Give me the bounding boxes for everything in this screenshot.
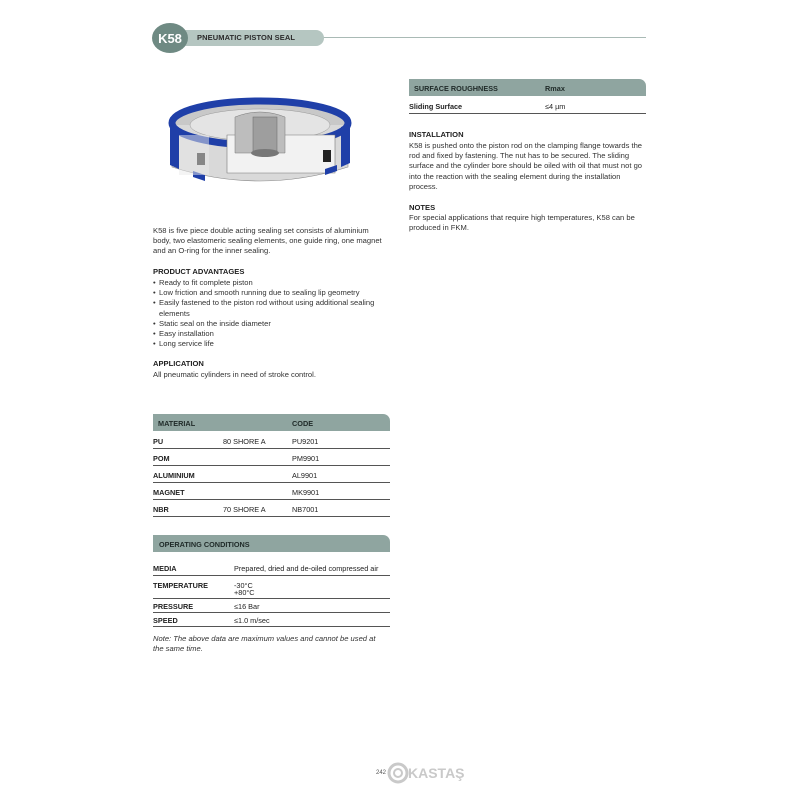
application-text: All pneumatic cylinders in need of stroke control. xyxy=(153,370,316,379)
table-cell: TEMPERATURE xyxy=(153,581,208,590)
table-cell: PU xyxy=(153,437,164,446)
table-row xyxy=(153,483,390,500)
list-item: • Easily fastened to the piston rod without using additional sealing elements xyxy=(153,298,385,318)
section-heading: OPERATING CONDITIONS xyxy=(159,540,250,549)
table-cell: 70 SHORE A xyxy=(223,505,266,514)
table-cell: ≤1.0 m/sec xyxy=(234,616,270,625)
table-cell: POM xyxy=(153,454,170,463)
table-row xyxy=(409,97,646,114)
kastas-logo xyxy=(386,761,466,785)
table-cell: AL9901 xyxy=(292,471,318,480)
product-code-badge: K58 xyxy=(152,23,188,53)
table-row xyxy=(153,599,390,613)
installation-text: K58 is pushed onto the piston rod on the clamping flange towards the rod and fixed by fastening. The nut has to be secured. The sliding surface and the cylinder bore should be oiled with oil that must not go into the reaction with the sealing element during the installation process. xyxy=(409,141,643,191)
notes-text: For special applications that require high temperatures, K58 can be produced in FKM. xyxy=(409,213,635,233)
table-cell: SPEED xyxy=(153,616,178,625)
table-cell: MK9901 xyxy=(292,488,320,497)
intro-text: K58 is five piece double acting sealing set consists of aluminium body, two elastomeric sealing elements, one guide ring, one magnet and an O-ring for the inner sealing. xyxy=(153,226,382,256)
table-cell: +80°C xyxy=(234,588,255,597)
product-advantages-list xyxy=(153,278,385,349)
notes-heading: NOTES xyxy=(409,203,436,212)
column-header: CODE xyxy=(292,419,314,428)
brand-name: KASTAŞ xyxy=(408,765,465,781)
table-cell: Prepared, dried and de-oiled compressed air xyxy=(234,564,379,573)
page-title: PNEUMATIC PISTON SEAL xyxy=(197,33,296,42)
piston-seal-illustration xyxy=(165,95,355,195)
table-cell: ≤4 µm xyxy=(545,102,566,111)
material-table-header xyxy=(153,414,390,431)
table-row xyxy=(153,559,390,576)
kastas-logo-icon xyxy=(386,761,466,785)
table-cell: ≤16 Bar xyxy=(234,602,260,611)
table-cell: PU9201 xyxy=(292,437,319,446)
application-heading: APPLICATION xyxy=(153,359,204,368)
page-number: 242 xyxy=(376,770,387,776)
column-header: SURFACE ROUGHNESS xyxy=(414,84,498,93)
installation-heading: INSTALLATION xyxy=(409,130,464,139)
table-cell: NBR xyxy=(153,505,169,514)
table-cell: -30°C xyxy=(234,581,253,590)
footnote: Note: The above data are maximum values and cannot be used at the same time. xyxy=(153,634,376,654)
table-row xyxy=(153,576,390,599)
table-row xyxy=(153,432,390,449)
table-row xyxy=(153,466,390,483)
header-rule xyxy=(300,37,646,38)
column-header: Rmax xyxy=(545,84,565,93)
column-header: MATERIAL xyxy=(158,419,196,428)
list-item: • Ready to fit complete piston xyxy=(153,278,385,288)
operating-conditions-header xyxy=(153,535,390,552)
table-row xyxy=(153,613,390,627)
table-cell: PRESSURE xyxy=(153,602,194,611)
list-item: • Static seal on the inside diameter xyxy=(153,319,385,329)
surface-roughness-header xyxy=(409,79,646,96)
table-row xyxy=(153,449,390,466)
table-row xyxy=(153,500,390,517)
table-cell: ALUMINIUM xyxy=(153,471,195,480)
table-cell: PM9901 xyxy=(292,454,320,463)
table-cell: NB7001 xyxy=(292,505,319,514)
list-item: • Low friction and smooth running due to sealing lip geometry xyxy=(153,288,385,298)
table-cell: Sliding Surface xyxy=(409,102,463,111)
table-cell: MEDIA xyxy=(153,564,177,573)
product-advantages-heading: PRODUCT ADVANTAGES xyxy=(153,267,245,276)
list-item: • Easy installation xyxy=(153,329,385,339)
list-item: • Long service life xyxy=(153,339,385,349)
table-cell: MAGNET xyxy=(153,488,185,497)
table-cell: 80 SHORE A xyxy=(223,437,266,446)
